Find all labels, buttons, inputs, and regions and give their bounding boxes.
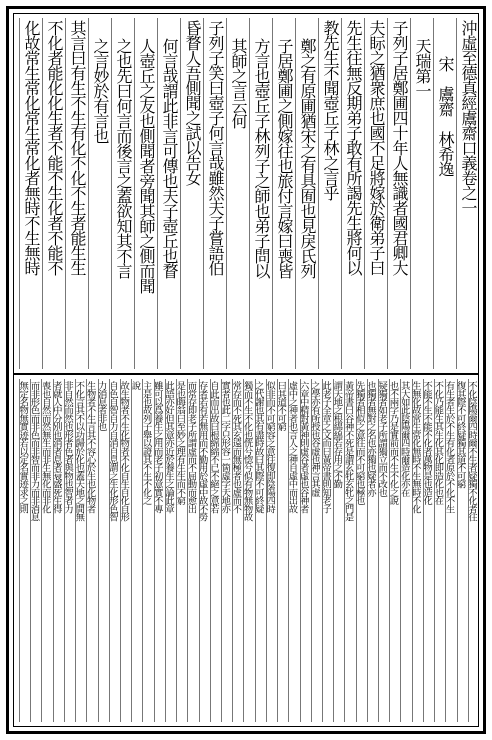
text-column: 子列子居鄭圃四十年人無識者國君卿大 — [387, 18, 409, 369]
commentary-column: 其師之言云何 — [226, 18, 248, 369]
text-column: 雖可以爲養生之用而老子初意實不專 — [154, 379, 164, 722]
commentary-column: 何言哉謂此非言可傳也夫子壺丘也瞀 — [157, 18, 179, 369]
text-column: 生物者不生言其不容心於生也化物者 — [86, 379, 96, 722]
text-column: 疑獨者如老子所謂獨立而不改也 — [378, 379, 388, 722]
text-column: 不化陰陽爾四時爾不生者疑獨不化者往 — [468, 379, 478, 722]
text-column: 子列子笑曰壺子何言哉雖然夫子嘗語伯 — [203, 18, 225, 369]
text-column — [410, 18, 432, 369]
text-column: 不化言其不以功歸於化也蓋天地之間無 — [75, 379, 85, 722]
text-column: 常存而不死其玄遠而無極者也虛而不 — [232, 379, 242, 722]
chapter-title: 天瑞第一 — [413, 38, 432, 98]
commentary-column: 人壺丘之友也側聞者旁聞其師之側而聞 — [134, 18, 156, 369]
text-column: 其言曰有生不生有化不化不生者能生生 — [65, 18, 87, 369]
text-column: 也不兩字乃是實前而不生不化之說 — [389, 379, 399, 722]
text-column: 此語亦好但其意亦近於養生之論此章 — [165, 379, 175, 722]
text-column: 存者若有若無用而不勤用於虛中故不勞 — [199, 379, 209, 722]
text-column: 曰其道不可窮 — [277, 379, 287, 722]
text-column: 有生者生於不生有化者原於不化不生 — [445, 379, 455, 722]
text-column: 者就人中分別也消者息者衰盛死生得 — [53, 379, 63, 722]
text-column: 力消息者非也 — [98, 379, 108, 722]
commentary-column: 子居鄭圃之側嫁往也旅付言嫁曰喪皆 — [272, 18, 294, 369]
text-column: 不能不生不能不化者萬物是也造化 — [423, 379, 433, 722]
text-column: 虛中之神者也言人之神自虛中而出故 — [288, 379, 298, 722]
text-column: 其大如此陰陽爾四時爾造化亦在 — [400, 379, 410, 722]
text-column: 非自然而然也形者色者與物也智者力 — [64, 379, 74, 722]
text-column: 之代謝也其有盡時故曰其際不可終疑 — [255, 379, 265, 722]
commentary-column: 方言也壺丘子林列子之師也弟子問以 — [249, 18, 271, 369]
text-column: 獨而不生不化也恍兮惚兮似有物無物故 — [243, 379, 253, 722]
commentary-column: 之言妙於有言也 — [88, 18, 110, 369]
text-column: 化故常生常化常生常化者無時不生無時 — [19, 18, 41, 369]
text-column: 黃帝書曰谷神不死是謂玄牝玄牝之門是 — [344, 379, 354, 722]
text-column: 實者也此二字只形容一箇虛字天地亦 — [221, 379, 231, 722]
commentary-column: 鄭之有原圃猶宋之有具囿也見戾氏列 — [295, 18, 317, 369]
text-column: 此老子全章之文而曰黃帝書則知老子 — [322, 379, 332, 722]
text-column: 說 — [131, 379, 141, 722]
text-column: 昏瞀人吾側聞之試以告女 — [180, 18, 202, 369]
text-column: 自此而出故曰根綿綿不已不絕之意若 — [210, 379, 220, 722]
text-column: 自色自智自力自消自息謂之生化形色智 — [109, 379, 119, 722]
text-column: 沖虛至德真經鬳齋口義卷之一 — [456, 18, 478, 369]
text-column: 喪也自然而然無生而非生無化而非化 — [41, 379, 51, 722]
page-inner-border — [13, 13, 479, 727]
text-column: 六章中精對黃神則虛谷者虛也谷神者 — [300, 379, 310, 722]
text-column: 不化者能化化生者不能不生化者不能不 — [42, 18, 64, 369]
text-column: 謂天地之根綿綿若存用之不勤 — [333, 379, 343, 722]
commentary-column: 之也先曰何言而後言之蓋欲知其不言 — [111, 18, 133, 369]
text-column: 夫眎之猶衆庶也國不足將嫁於衛弟子曰 — [364, 18, 386, 369]
text-column: 先獨者相似之意往而不可窮也極也 — [356, 379, 366, 722]
text-column: 是也晦翁曰至妙之理有生生而不窮 — [176, 379, 186, 722]
text-column: 生無化故常生常化無時不生無時不化 — [412, 379, 422, 722]
text-column: 而非形色而非色而非智而非力而非消息 — [30, 379, 40, 722]
text-column: 不化乃能生其生化其化即造化也在 — [434, 379, 444, 722]
text-column: 主是也故列子舉以證其不生不化之 — [142, 379, 152, 722]
text-column: 教先生不聞壺丘子林之言乎 — [318, 18, 340, 369]
text-column — [433, 18, 455, 369]
text-column: 無定名物無實迹若以定名實迹求之則 — [19, 379, 29, 722]
lower-register — [14, 375, 478, 726]
text-column: 先生往無反期弟子敢有所謁先生將何以 — [341, 18, 363, 369]
document-page — [6, 6, 486, 734]
text-column: 之學亦有所授也谷虛也神言其虛 — [311, 379, 321, 722]
text-column: 似非而不可窮容之意往復即陰陽四時 — [266, 379, 276, 722]
text-column: 復其際不可終疑獨其道不可窮 — [457, 379, 467, 722]
text-column: 故生物者不生化物者不化自生自化自形 — [120, 379, 130, 722]
text-column: 而常存即老子所謂虛而不屈動而愈出 — [187, 379, 197, 722]
upper-register — [14, 14, 478, 373]
author-line: 宋 鬳齋 林希逸 — [436, 56, 455, 176]
text-column: 也獨者無對之名也亦獨也疑者亦 — [367, 379, 377, 722]
